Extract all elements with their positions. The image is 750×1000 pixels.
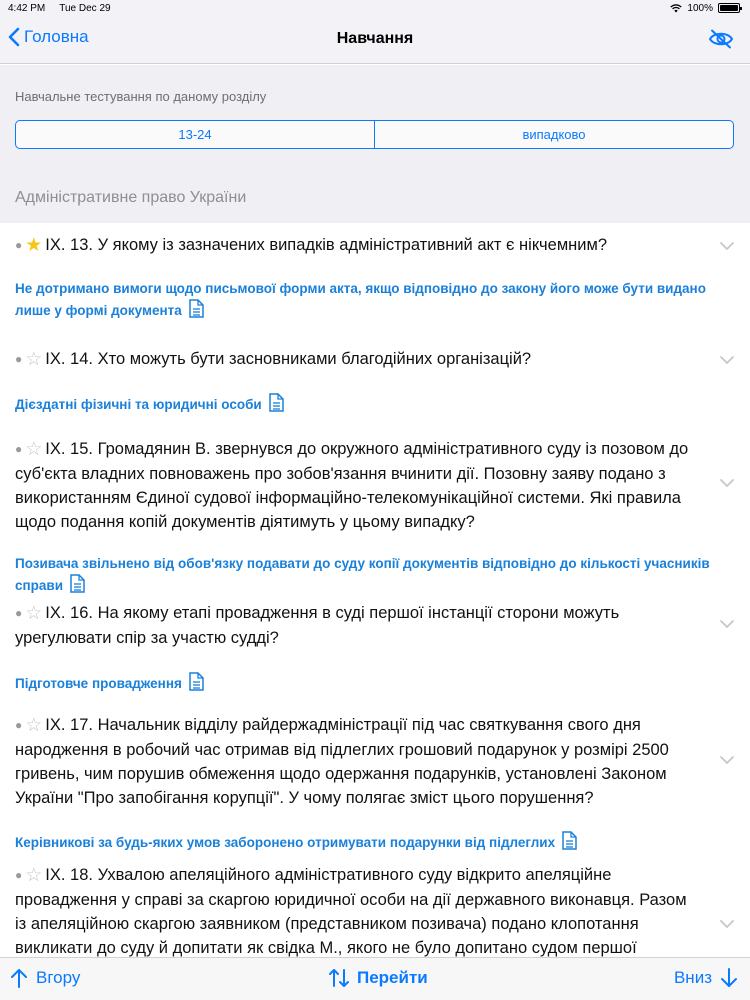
answer-label: Позивача звільнено від обов'язку подавати до суду копії документів відповідно до кількості учасників справи: [15, 556, 710, 593]
question-label: IX. 17. Начальник відділу райдержадміністрації під час святкування свого дня народження в робочий час отримав від підлеглих грошовий подарунок у розмірі 2500 гривень, чим порушив обмеження щодо одержання подарунків, установлені Законом України "Про запобігання корупції". У чому полягає зміст цього порушення?: [15, 716, 669, 807]
answer-text: [0, 810, 750, 853]
hide-answers-button[interactable]: [708, 29, 734, 54]
bottom-toolbar: [0, 957, 750, 1000]
answer-label: Дієздатні фізичні та юридичні особи: [15, 397, 262, 412]
back-label: Головна: [24, 27, 89, 46]
document-icon[interactable]: [268, 393, 284, 412]
sort-arrows-icon: [328, 968, 350, 988]
document-icon[interactable]: [188, 672, 204, 691]
bullet-icon: ●: [15, 868, 23, 882]
chevron-down-icon[interactable]: [720, 479, 734, 487]
answer-text: [0, 372, 750, 415]
document-icon[interactable]: [561, 831, 577, 850]
answer-label: Підготовче провадження: [15, 676, 182, 691]
answer-label: Не дотримано вимоги щодо письмової форми акта, якщо відповідно до закону його може бути видано лише у формі документа: [15, 281, 706, 318]
answer-text: [0, 534, 750, 596]
status-bar: [0, 0, 750, 16]
battery-percent: 100%: [687, 2, 713, 14]
answer-text: [0, 258, 750, 321]
chevron-down-icon[interactable]: [720, 356, 734, 364]
question-label: IX. 15. Громадянин В. звернувся до окружного адміністративного суду із позовом до суб'єкта владних повноважень про зобов'язання вчинити дії. Позовну заяву подано з використанням Єдиної судової інформаційно-телекомунікаційної системи. Які правила щодо подання копій документів діятимуть у цьому випадку?: [15, 440, 689, 531]
status-time: 4:42 PM: [8, 2, 46, 14]
page-title: Навчання: [336, 30, 414, 47]
list-item[interactable]: [0, 427, 750, 591]
test-config: [0, 65, 750, 223]
star-outline-icon[interactable]: ☆: [25, 439, 43, 460]
question-text: [0, 427, 750, 534]
question-label: IX. 14. Хто можуть бути засновниками благодійних організацій?: [45, 350, 532, 368]
question-text: [0, 223, 750, 258]
bullet-icon: ●: [15, 352, 23, 366]
list-item[interactable]: [0, 853, 750, 957]
scroll-down-label: Вниз: [673, 968, 712, 987]
scroll-up-label: Вгору: [36, 968, 81, 987]
chevron-down-icon[interactable]: [720, 756, 734, 764]
list-item[interactable]: [0, 591, 750, 703]
star-outline-icon[interactable]: ☆: [25, 349, 43, 370]
star-outline-icon[interactable]: ☆: [25, 715, 43, 736]
question-label: IX. 16. На якому етапі провадження в суді першої інстанції сторони можуть урегулювати спір за участю судді?: [15, 604, 620, 647]
bullet-icon: ●: [15, 238, 23, 252]
section-header: Адміністративне право України: [15, 189, 247, 206]
question-label: IX. 13. У якому із зазначених випадків адміністративний акт є нікчемним?: [45, 236, 608, 254]
arrow-up-icon: [10, 968, 28, 988]
bullet-icon: ●: [15, 442, 23, 456]
list-item[interactable]: [0, 703, 750, 853]
segment-random[interactable]: випадково: [374, 121, 733, 148]
scroll-down-button[interactable]: [674, 968, 738, 988]
question-text: [0, 853, 750, 957]
arrow-down-icon: [720, 968, 738, 988]
document-icon[interactable]: [188, 299, 204, 318]
bullet-icon: ●: [15, 718, 23, 732]
eye-slash-icon: [708, 29, 734, 49]
star-outline-icon[interactable]: ☆: [25, 865, 43, 886]
star-filled-icon[interactable]: ★: [25, 235, 43, 256]
list-item[interactable]: [0, 337, 750, 427]
navigation-bar: [0, 16, 750, 64]
question-list[interactable]: [0, 223, 750, 957]
scroll-up-button[interactable]: [10, 968, 80, 988]
chevron-down-icon[interactable]: [720, 920, 734, 928]
go-to-label: Перейти: [357, 968, 428, 987]
answer-label: Керівникові за будь-яких умов заборонено отримувати подарунки від підлеглих: [15, 835, 556, 850]
status-date: Tue Dec 29: [59, 2, 111, 14]
question-text: [0, 703, 750, 810]
range-segmented-control: [15, 120, 734, 149]
question-label: IX. 18. Ухвалою апеляційного адміністративного суду відкрито апеляційне провадження у справі за скаргою юридичної особи на дії державного виконавця. Разом із апеляційною скаргою заявником (представником позивача) подано клопотання викликати до суду й допитати як свідка М., якого не було допитано судом першої: [15, 866, 687, 957]
answer-text: [0, 650, 750, 694]
star-outline-icon[interactable]: ☆: [25, 603, 43, 624]
chevron-down-icon[interactable]: [720, 620, 734, 628]
segment-range[interactable]: 13-24: [178, 127, 212, 142]
battery-icon: [718, 3, 740, 13]
list-item[interactable]: [0, 223, 750, 337]
bullet-icon: ●: [15, 606, 23, 620]
go-to-button[interactable]: [328, 968, 428, 988]
config-label: Навчальне тестування по даному розділу: [15, 89, 267, 104]
question-text: [0, 337, 750, 372]
question-text: [0, 591, 750, 650]
chevron-down-icon[interactable]: [720, 242, 734, 250]
wifi-icon: [670, 4, 682, 13]
